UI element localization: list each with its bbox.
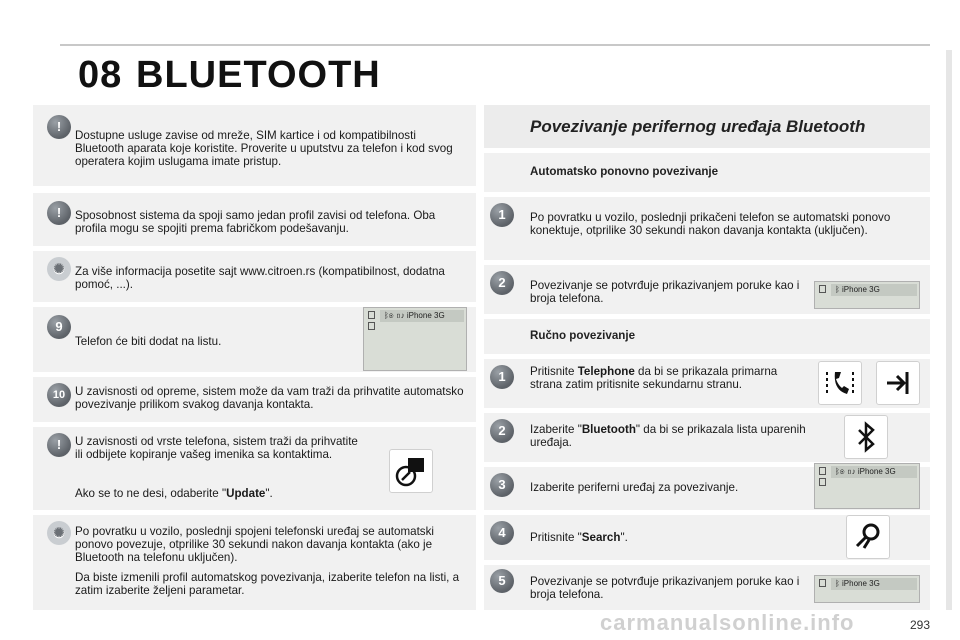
note-contacts-update: Ako se to ne desi, odaberite "Update". [75, 487, 273, 500]
step-number: 1 [490, 203, 514, 227]
section-header [484, 104, 930, 148]
manual-step-4-text: Pritisnite "Search". [530, 531, 628, 544]
manual-step-5 [484, 564, 930, 610]
auto-step-2-text: Povezivanje se potvrđuje prikazivanjem poruke kao i broja telefona. [530, 279, 800, 305]
chapter-title: BLUETOOTH [136, 54, 381, 96]
bluetooth-button[interactable] [844, 415, 888, 459]
step-number: 4 [490, 521, 514, 545]
manual-header [484, 318, 930, 354]
screen-status-bar: ᛒ◉ ▯♪ iPhone 3G [380, 310, 464, 322]
watermark: carmanualsonline.info [600, 610, 855, 635]
step-9 [33, 306, 476, 372]
manual-step-3-text: Izaberite periferni uređaj za povezivanje. [530, 481, 739, 494]
step-9-text: Telefon će biti dodat na listu. [75, 335, 222, 348]
page-number: 293 [909, 618, 930, 632]
manual-step-1 [484, 358, 930, 408]
manual-title: Ručno povezivanje [530, 329, 636, 342]
info-website [33, 250, 476, 302]
display-screen [814, 281, 920, 309]
step-10-text: U zavisnosti od opreme, sistem može da vam traži da prihvatite automatsko povezivanje prilikom svakog davanja kontakta. [75, 385, 464, 411]
info-website-text: Za više informacija posetite sajt www.citroen.rs (kompatibilnost, dodatna pomoć, ...). [75, 265, 445, 291]
info-reconnect [33, 514, 476, 610]
step-number: 10 [47, 383, 71, 407]
auto-step-1-text: Po povratku u vozilo, poslednji prikačeni telefon se automatski ponovo konektuje, otprilike 30 sekundi nakon davanja kontakta (uključen). [530, 211, 891, 237]
display-screen [814, 463, 920, 509]
auto-step-1 [484, 196, 930, 260]
auto-header [484, 152, 930, 192]
section-title: Povezivanje perifernog uređaja Bluetooth [530, 117, 866, 136]
chapter-number: 08 [78, 54, 123, 96]
step-number: 9 [47, 315, 71, 339]
note-services-text: Dostupne usluge zavise od mreže, SIM kartice i od kompatibilnosti Bluetooth aparata koje koristite. Proverite u uputstvu za telefon i kod svog operatera kojim uslugama imate pristup. [75, 129, 453, 168]
display-screen [363, 307, 467, 371]
warning-icon: ! [47, 201, 71, 225]
screen-status-bar: ᛒ◉ ▯♪ iPhone 3G [831, 466, 917, 478]
screen-status-bar: ᛒ iPhone 3G [831, 284, 917, 296]
screen-status-bar: ᛒ iPhone 3G [831, 578, 917, 590]
step-10 [33, 376, 476, 422]
manual-step-2 [484, 412, 930, 462]
step-number: 1 [490, 365, 514, 389]
step-number: 5 [490, 569, 514, 593]
manual-step-4 [484, 514, 930, 560]
note-contacts [33, 426, 476, 510]
manual-step-1-text: Pritisnite Telephone da bi se prikazala primarna strana zatim pritisnite sekundarnu stranu. [530, 365, 778, 391]
manual-step-2-text: Izaberite "Bluetooth" da bi se prikazala lista uparenih uređaja. [530, 423, 806, 449]
side-tab [946, 50, 952, 610]
contacts-update-icon [389, 449, 433, 493]
note-contacts-text: U zavisnosti od vrste telefona, sistem traži da prihvatite ili odbijete kopiranje vašeg imenika sa kontaktima. [75, 435, 358, 461]
note-services [33, 104, 476, 186]
display-screen [814, 575, 920, 603]
sun-info-icon: ✺ [47, 521, 71, 545]
sun-info-icon: ✺ [47, 257, 71, 281]
warning-icon: ! [47, 115, 71, 139]
step-number: 2 [490, 271, 514, 295]
telephone-button[interactable] [818, 361, 862, 405]
warning-icon: ! [47, 433, 71, 457]
manual-step-5-text: Povezivanje se potvrđuje prikazivanjem poruke kao i broja telefona. [530, 575, 800, 601]
step-number: 2 [490, 419, 514, 443]
auto-title: Automatsko ponovno povezivanje [530, 165, 719, 178]
note-profile [33, 192, 476, 246]
search-button[interactable] [846, 515, 890, 559]
step-number: 3 [490, 473, 514, 497]
auto-step-2 [484, 264, 930, 314]
info-reconnect-text-b: Da biste izmenili profil automatskog povezivanja, izaberite telefon na listi, a zatim izaberite željeni parametar. [75, 571, 460, 597]
note-profile-text: Sposobnost sistema da spoji samo jedan profil zavisi od telefona. Oba profila mogu se spojiti prema fabričkom podešavanju. [75, 209, 436, 235]
manual-step-3 [484, 466, 930, 510]
info-reconnect-text-a: Po povratku u vozilo, poslednji spojeni telefonski uređaj se automatski ponovo povezuje, otprilike 30 sekundi nakon davanja kontakta (ako je Bluetooth na telefonu uključen). [75, 525, 434, 564]
secondary-page-button[interactable] [876, 361, 920, 405]
header-rule [60, 44, 930, 46]
